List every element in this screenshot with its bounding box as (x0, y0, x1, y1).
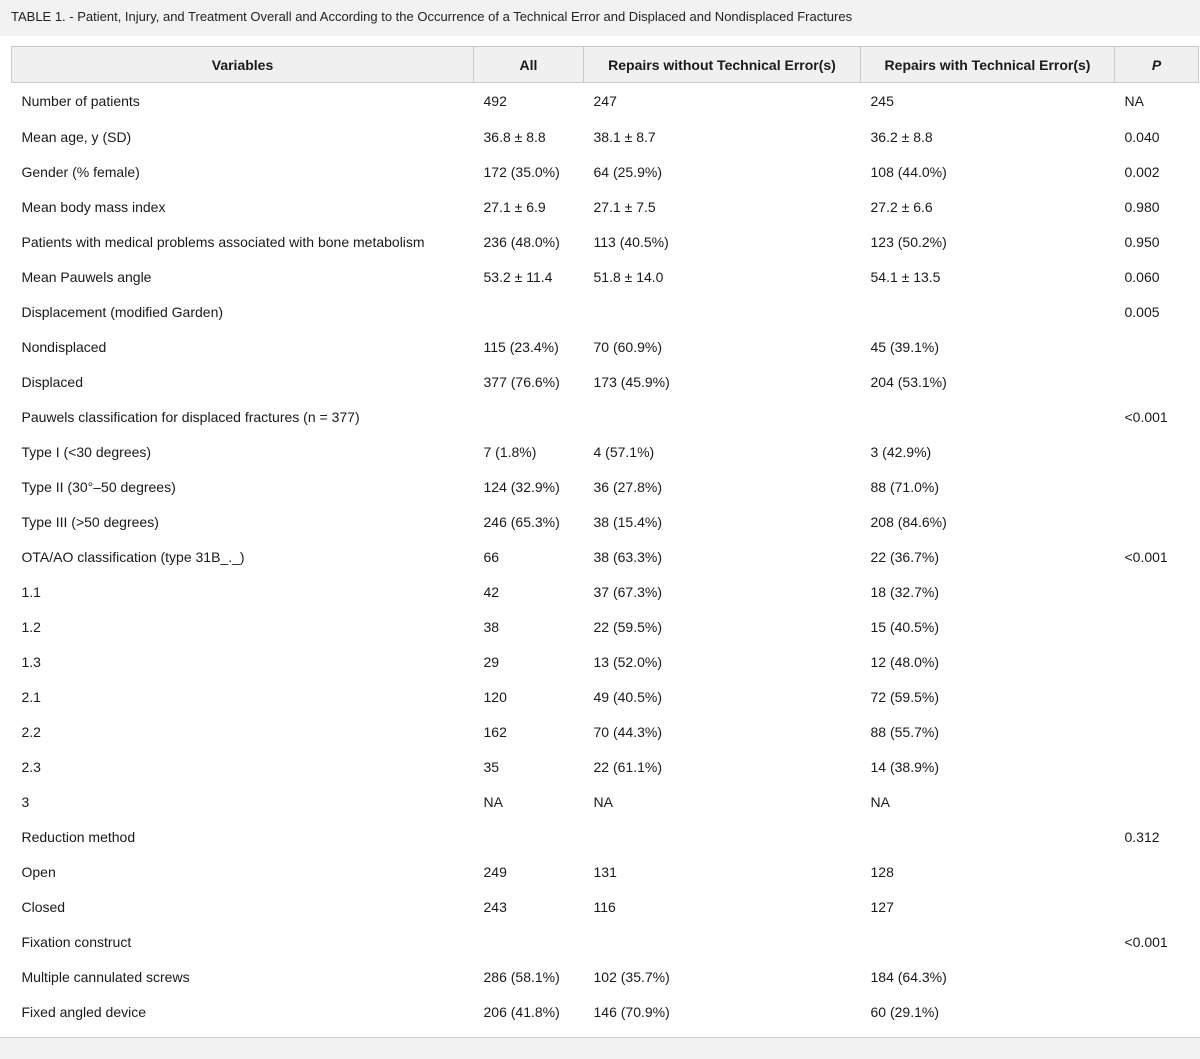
cell-all: 162 (483, 723, 507, 740)
cell-all: 42 (483, 583, 500, 600)
table-row (12, 819, 1199, 854)
cell-variable: Mean body mass index (21, 198, 166, 215)
cell-with-error: 22 (36.7%) (870, 548, 939, 565)
cell-p-value: 0.312 (1124, 828, 1160, 845)
table-row (12, 399, 1199, 434)
cell-all: 36.8 ± 8.8 (483, 128, 546, 145)
cell-without-error (584, 399, 861, 434)
cell-variable: Displaced (21, 373, 83, 390)
table-row (12, 434, 1199, 469)
cell-variable: Open (21, 863, 56, 880)
cell-without-error: 116 (593, 898, 616, 915)
cell-p-value (1115, 679, 1199, 714)
cell-with-error: 14 (38.9%) (870, 758, 939, 775)
cell-all: 35 (483, 758, 500, 775)
table-row (12, 609, 1199, 644)
table-row (12, 924, 1199, 959)
cell-all (474, 294, 584, 329)
cell-all: 243 (483, 898, 507, 915)
cell-all: 29 (483, 653, 500, 670)
table-row (12, 504, 1199, 539)
table-body (12, 83, 1199, 1030)
cell-all: 492 (483, 93, 507, 109)
cell-with-error: 12 (48.0%) (870, 653, 939, 670)
table-row (12, 784, 1199, 819)
cell-variable: Reduction method (21, 828, 136, 845)
cell-with-error: 45 (39.1%) (870, 338, 939, 355)
cell-variable: Gender (% female) (21, 163, 140, 180)
cell-without-error: 27.1 ± 7.5 (593, 198, 656, 215)
cell-without-error: 146 (70.9%) (593, 1003, 670, 1020)
cell-without-error (584, 924, 861, 959)
cell-with-error (861, 294, 1115, 329)
cell-p-value (1115, 504, 1199, 539)
cell-variable: Fixed angled device (21, 1003, 147, 1020)
cell-p-value (1115, 749, 1199, 784)
cell-without-error: 22 (59.5%) (593, 618, 662, 635)
cell-all: 236 (48.0%) (483, 233, 560, 250)
table-row (12, 959, 1199, 994)
cell-with-error: 204 (53.1%) (870, 373, 947, 390)
cell-with-error: 18 (32.7%) (870, 583, 939, 600)
cell-variable: 1.3 (21, 653, 41, 670)
cell-without-error: 38 (63.3%) (593, 548, 662, 565)
cell-all: 53.2 ± 11.4 (483, 268, 553, 285)
cell-without-error: 4 (57.1%) (593, 443, 655, 460)
cell-without-error: 22 (61.1%) (593, 758, 662, 775)
table-row (12, 83, 1199, 120)
cell-with-error: 54.1 ± 13.5 (870, 268, 941, 285)
cell-variable: Nondisplaced (21, 338, 107, 355)
cell-all: 286 (58.1%) (483, 968, 560, 985)
table-row (12, 259, 1199, 294)
cell-with-error: 15 (40.5%) (870, 618, 939, 635)
cell-with-error (861, 924, 1115, 959)
cell-without-error: 13 (52.0%) (593, 653, 662, 670)
cell-variable: 1.2 (21, 618, 41, 635)
cell-without-error: 70 (44.3%) (593, 723, 662, 740)
cell-without-error (584, 294, 861, 329)
cell-without-error: 36 (27.8%) (593, 478, 662, 495)
cell-all (474, 819, 584, 854)
cell-with-error: 3 (42.9%) (870, 443, 932, 460)
cell-without-error: 37 (67.3%) (593, 583, 662, 600)
table-row (12, 854, 1199, 889)
cell-with-error: 88 (55.7%) (870, 723, 939, 740)
cell-p-value: <0.001 (1124, 548, 1168, 565)
cell-with-error: 184 (64.3%) (870, 968, 947, 985)
cell-all: 38 (483, 618, 500, 635)
table-row (12, 644, 1199, 679)
cell-all: 172 (35.0%) (483, 163, 560, 180)
data-table (11, 46, 1199, 1029)
cell-without-error: 38 (15.4%) (593, 513, 662, 530)
table-row (12, 714, 1199, 749)
cell-p-value (1115, 714, 1199, 749)
cell-p-value: 0.040 (1124, 128, 1160, 145)
header-without-error: Repairs without Technical Error(s) (584, 47, 861, 83)
cell-p-value: 0.005 (1124, 303, 1160, 320)
cell-without-error: 173 (45.9%) (593, 373, 670, 390)
cell-p-value (1115, 574, 1199, 609)
cell-variable: Type III (>50 degrees) (21, 513, 159, 530)
table-row (12, 994, 1199, 1029)
table-row (12, 154, 1199, 189)
cell-all (474, 924, 584, 959)
cell-variable: Type II (30°–50 degrees) (21, 478, 176, 495)
cell-with-error: 128 (870, 863, 894, 880)
cell-p-value: 0.002 (1124, 163, 1160, 180)
cell-p-value: <0.001 (1124, 933, 1168, 950)
cell-without-error: NA (593, 793, 613, 810)
cell-without-error (584, 819, 861, 854)
table-row (12, 294, 1199, 329)
cell-variable: Mean age, y (SD) (21, 128, 132, 145)
cell-p-value (1115, 644, 1199, 679)
table-row (12, 189, 1199, 224)
table-row (12, 749, 1199, 784)
cell-with-error: 88 (71.0%) (870, 478, 939, 495)
cell-p-value (1115, 329, 1199, 364)
table-row (12, 469, 1199, 504)
cell-p-value: NA (1124, 93, 1144, 109)
cell-with-error: NA (870, 793, 890, 810)
cell-all: 206 (41.8%) (483, 1003, 560, 1020)
cell-all: 115 (23.4%) (483, 338, 559, 355)
cell-variable: 2.1 (21, 688, 41, 705)
cell-p-value: 0.060 (1124, 268, 1160, 285)
table-row (12, 574, 1199, 609)
cell-variable: 3 (21, 793, 30, 810)
header-p-value: P (1115, 47, 1199, 83)
cell-all: 27.1 ± 6.9 (483, 198, 546, 215)
table-row (12, 224, 1199, 259)
cell-variable: Patients with medical problems associated with bone metabolism (21, 233, 425, 250)
table-row (12, 679, 1199, 714)
cell-p-value (1115, 434, 1199, 469)
cell-p-value (1115, 609, 1199, 644)
cell-all: NA (483, 793, 503, 810)
cell-variable: Pauwels classification for displaced fractures (n = 377) (21, 408, 360, 425)
cell-all: 7 (1.8%) (483, 443, 537, 460)
cell-p-value (1115, 469, 1199, 504)
header-variables: Variables (12, 47, 474, 83)
cell-p-value (1115, 854, 1199, 889)
cell-all (474, 399, 584, 434)
header-all: All (474, 47, 584, 83)
table-row (12, 889, 1199, 924)
cell-p-value (1115, 784, 1199, 819)
cell-all: 249 (483, 863, 507, 880)
cell-with-error: 208 (84.6%) (870, 513, 947, 530)
cell-all: 377 (76.6%) (483, 373, 560, 390)
cell-variable: Type I (<30 degrees) (21, 443, 152, 460)
header-with-error: Repairs with Technical Error(s) (861, 47, 1115, 83)
cell-with-error: 108 (44.0%) (870, 163, 947, 180)
cell-variable: Mean Pauwels angle (21, 268, 152, 285)
cell-p-value: <0.001 (1124, 408, 1168, 425)
cell-p-value: 0.950 (1124, 233, 1160, 250)
cell-variable: Number of patients (21, 93, 140, 109)
cell-without-error: 64 (25.9%) (593, 163, 662, 180)
cell-without-error: 247 (593, 93, 617, 109)
table-header (12, 47, 1199, 83)
cell-without-error: 131 (593, 863, 617, 880)
table-row (12, 539, 1199, 574)
cell-variable: 2.3 (21, 758, 41, 775)
table-row (12, 329, 1199, 364)
cell-without-error: 49 (40.5%) (593, 688, 662, 705)
table-caption: TABLE 1. - Patient, Injury, and Treatment Overall and According to the Occurrence of a Technical Error and Displaced and Nondisplaced Fractures (11, 9, 853, 24)
cell-all: 120 (483, 688, 507, 705)
cell-variable: 2.2 (21, 723, 41, 740)
cell-with-error: 245 (870, 93, 894, 109)
cell-without-error: 70 (60.9%) (593, 338, 662, 355)
cell-p-value (1115, 364, 1199, 399)
cell-variable: 1.1 (21, 583, 41, 600)
cell-all: 124 (32.9%) (483, 478, 560, 495)
cell-with-error: 27.2 ± 6.6 (870, 198, 933, 215)
cell-variable: OTA/AO classification (type 31B_._) (21, 548, 245, 565)
cell-all: 66 (483, 548, 500, 565)
cell-with-error: 72 (59.5%) (870, 688, 939, 705)
cell-without-error: 113 (40.5%) (593, 233, 669, 250)
cell-p-value (1115, 994, 1199, 1029)
cell-p-value (1115, 889, 1199, 924)
cell-without-error: 38.1 ± 8.7 (593, 128, 656, 145)
cell-all: 246 (65.3%) (483, 513, 560, 530)
cell-p-value (1115, 959, 1199, 994)
cell-with-error: 60 (29.1%) (870, 1003, 939, 1020)
cell-with-error (861, 819, 1115, 854)
table-panel (0, 36, 1200, 1038)
cell-variable: Multiple cannulated screws (21, 968, 190, 985)
cell-with-error: 127 (870, 898, 894, 915)
cell-with-error: 36.2 ± 8.8 (870, 128, 933, 145)
cell-p-value: 0.980 (1124, 198, 1160, 215)
table-row (12, 364, 1199, 399)
cell-with-error: 123 (50.2%) (870, 233, 947, 250)
cell-without-error: 102 (35.7%) (593, 968, 670, 985)
cell-with-error (861, 399, 1115, 434)
cell-variable: Fixation construct (21, 933, 132, 950)
table-row (12, 119, 1199, 154)
cell-variable: Closed (21, 898, 66, 915)
cell-variable: Displacement (modified Garden) (21, 303, 224, 320)
cell-without-error: 51.8 ± 14.0 (593, 268, 664, 285)
